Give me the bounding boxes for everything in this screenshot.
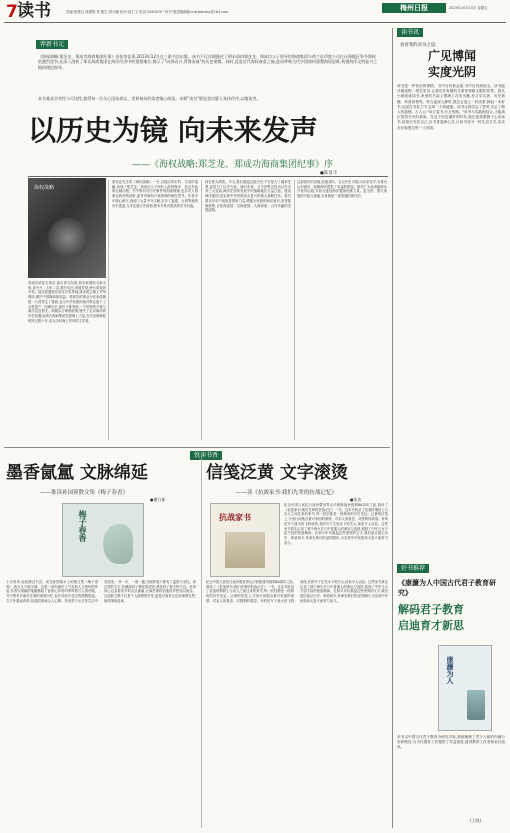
lead-col-rule-3 (294, 180, 295, 440)
lead-col-rule-1 (108, 180, 109, 440)
lower-mid-byline: ●张庆 (350, 497, 362, 502)
lead-byline: ●陈显丰 (320, 171, 338, 176)
paper-name: 梅州日报 (400, 4, 428, 12)
lower-left-byline: ●谢日新 (150, 497, 166, 502)
lead-book-ornament (48, 218, 88, 258)
lead-intro-2: 本书兼具学术性与可读性,值得每一位关心国家命运、世界格局的读者细心阅读。本期"读书"版选登出版人张伟作序,以飨读者。 (38, 96, 261, 101)
sidebar-col-title-line1: 广见博闻 (427, 49, 476, 63)
lead-title-rule (28, 176, 388, 177)
masthead-rule (4, 22, 506, 23)
book-rec-body: 本书以中国古代君子教育为研究对象,系统梳理了君子人格的内涵与培养路径,为当代德育工作提供了有益借鉴,值得教育工作者和家长阅读。 (397, 735, 505, 750)
lower-left-book-ornament (103, 524, 133, 564)
lower-mid-body-right: 纪念中国人民抗日战争暨世界反法西斯战争胜利80周年之际,我读了《抗战家书:我们先辈的抗战记忆》一书。这本书收录了抗战时期将士与亲人之间往来的家书,每一封信都是一段珍贵的历史见证。泛黄的信笺上,字里行间饱含着对家国的深情、对亲人的眷恋、对胜利的渴望。有的信写于战火纷飞的前线,有的写于生死未卜的关头,读来令人动容。这些家书真实记录了那个烽火岁月中普通人的命运与选择,展现了中华儿女不屈不挠的民族精神。在和平年代重温这些滚烫的文字,我们更应铭记历史、珍爱和平,传承先辈们的爱国情怀,为实现中华民族伟大复兴而努力奋斗。 (284, 503, 388, 545)
masthead-info: 责编:蔡燕良 林德锡 美 甄生,钟天鹏 校对:高仁文 电话:2260079 "读书"版投稿邮箱:mzrbdushu@163.com (66, 10, 229, 14)
sidebar-col-small-title: 看看我的读书之道: (400, 43, 437, 48)
book-rec-title: 《康濂为人中国古代君子教育研究》 (398, 579, 496, 597)
lower-left-body: 十月的风,轻轻拂过书页。读完孙国蓉女士的散文集《梅子春香》,我久久不能平静。这是一部充满乡土气息和人文情怀的作品,作者以细腻的笔触描绘了客家山乡的四季风物与人情冷暖。书中既有对童年往事的深情回忆,也有对故乡变迁的感慨思索。文字朴素而真挚,如涓涓细流沁人心脾。作者善于从日常生活中发现美,一草一木、一饭一蔬,在她的笔下都有了温度与灵性。读这样的文字,仿佛闻到了梅花的清香,感受到了春天的气息。作者用心记录着家乡的点点滴滴,让那些即将消逝的乡愁得以留存。这部散文集不仅是个人情感的抒发,更是对客家文化的深情礼赞,值得细细品读。 (6, 580, 196, 603)
sidebar-col-title (402, 48, 502, 80)
book-rec-cover (438, 645, 492, 731)
lower-left-book-cover (62, 503, 144, 577)
book-rec-slogan-line2: 启迪育才新思 (398, 619, 464, 632)
book-rec-slogan-line1: 解码君子教育 (398, 603, 464, 616)
sidebar-col-title-line2: 实度光阴 (427, 65, 476, 79)
lower-mid-subtitle: ——读《抗战家书:我们先辈的抗战记忆》 (236, 490, 337, 496)
lead-subtitle: ——《海权战略:郑芝龙、郑成功海商集团纪事》序 (132, 160, 334, 170)
lead-body-col1: 郑成功收复台湾后,改台湾为东都,将赤嵌城改为承天府,设天兴、万年二县,推行屯田,发展贸易,使台湾得到开发。他还派遣使臣前往吕宋等地,谋求建立海上贸易网络,维护中国海商的权益。郑成功的事业为后来清朝统一台湾奠定了基础,也为中华民族的海洋事业留下了宝贵遗产。回顾历史,我们不难发现,一个国家的兴衰与海洋息息相关。明朝实行海禁政策,错失了走向海洋的历史机遇;而郑氏海商集团凭借海上力量,在东亚海域叱咤风云数十年,成为当时海上贸易的主导者。 (28, 281, 106, 323)
lower-mid-book-title: 抗战家书 (219, 513, 251, 522)
book-rec-tag: 好书推荐 (397, 564, 429, 573)
sidebar-tag: 读书讯 (397, 28, 423, 37)
lower-col-divider (201, 458, 202, 828)
sidebar-col-body: 读书是一件快乐的事情。书中自有黄金屋,书中自有颜如玉。读书能开阔视野、增长见识,让我们在有限的生命里领略无限的风景。我从小就喜欢读书,家里的书架上摆满了各类书籍,有文学名著、历史典籍、科普读物等。每当夜深人静时,我总会泡上一杯清茶,捧起一本好书,沉浸在书香之中,忘却一天的疲惫。读书让我学会了思考,学会了做人的道理。古人云:"读万卷书,行万里路。"读书与实践相结合,才能真正领悟书中的真谛。在这个信息爆炸的时代,我们更需要静下心来读书,用知识充实自己,以书香滋养心灵,让读书成为一种生活方式,实实在在地度过每一寸光阴。 (397, 84, 505, 130)
sidebar-divider (392, 28, 393, 828)
book-rec-cover-title: 康濂为人 (446, 656, 454, 684)
masthead (0, 0, 510, 24)
section-title: 读书 (17, 1, 51, 21)
lower-section-rule (4, 447, 390, 448)
lead-book-title: 海权战略 (34, 185, 55, 191)
paper-logo (382, 3, 446, 13)
book-rec-slogan (398, 602, 504, 634)
masthead-date: 2025年10月10日 星期五 (449, 6, 488, 10)
lead-body-col2: 张培忠先生的《海权战略》一书,以翔实的史料、生动的笔触,再现了郑芝龙、郑成功父子两代人经营海洋、抗击外敌的壮阔历程。书中既有对历史事件的细致梳理,也有对人物命运的深刻剖析,更有对海权兴衰规律的理性思考。作者多年潜心研究,查阅了大量中外文献,走访了福建、台湾等地的历史遗迹,力求还原历史真相,使本书具有很高的学术价值。 (112, 180, 198, 208)
lead-body-col3: 读史使人明智。今天,我们重温这段历史,不仅是为了缅怀先贤,更是为了以史为鉴、面向未来。当今世界正经历百年未有之大变局,海洋在国家发展中的战略地位日益凸显。建设海洋强国,是实现中华民族伟大复兴的重大战略任务。我们要从历史中汲取智慧和力量,增强全民族的海洋意识,坚持陆海统筹,走依海富国、以海强国、人海和谐、合作共赢的发展道路。 (205, 180, 291, 213)
lead-book-cover (28, 178, 106, 278)
lower-left-book-title: 梅子春香 (78, 510, 87, 542)
lower-left-subtitle: ——推读孙国蓉散文集《梅子春香》 (40, 490, 129, 496)
page-number: 7 (6, 2, 18, 22)
lower-mid-body: 纪念中国人民抗日战争暨世界反法西斯战争胜利80周年之际,我读了《抗战家书:我们先辈的抗战记忆》一书。这本书收录了抗战时期将士与亲人之间往来的家书,每一封信都是一段珍贵的历史见证。泛黄的信笺上,字里行间饱含着对家国的深情、对亲人的眷恋、对胜利的渴望。有的信写于战火纷飞的前线,有的写于生死未卜的关头,读来令人动容。这些家书真实记录了那个烽火岁月中普通人的命运与选择,展现了中华儿女不屈不挠的民族精神。在和平年代重温这些滚烫的文字,我们更应铭记历史、珍爱和平,传承先辈们的爱国情怀,为实现中华民族伟大复兴而努力奋斗。 (206, 580, 388, 603)
lower-mid-book-ornament (225, 532, 265, 568)
lower-left-title: 墨香氤氲 文脉绵延 (6, 463, 148, 483)
book-rec-cover-ornament (467, 690, 485, 720)
lead-col-rule-2 (201, 180, 202, 440)
lower-section-tag: 悦读书香 (190, 451, 222, 460)
lower-mid-title: 信笺泛黄 文字滚烫 (206, 463, 348, 483)
lower-mid-book-cover (210, 503, 280, 577)
lead-section-tag: 荐新书元 (36, 40, 68, 49)
lead-intro: 《海权战略:郑芝龙、郑成功海商集团纪事》由张培忠著,2013年12月在三联书店出版。该书不仅详细描述了明末清初郑芝龙、郑成功父子领导的海商集团与荷兰东印度公司在台海地区争夺海权的激烈竞争,还深入剖析了郑氏海商集团在海洋经济中的重要地位,揭示了"向海而兴,背海而衰"的历史逻辑。同时,反思近代海权衰落之痛,进而呼唤当代中国如何重塑海权思维,构建海洋文明复兴之路的理论指导。 (38, 54, 378, 70)
lead-body-col4: 这部著作的出版,恰逢其时。它以历史为镜,向未来发声,为我们认识海洋、经略海洋提供了有益的借鉴。相信广大读者能够从中获得启迪,共同为建设海洋强国贡献力量。是为序。郑氏家族的兴起与衰落,本身就是一部浓缩的海洋史。 (297, 180, 387, 199)
book-rec-byline: (王晓) (470, 818, 482, 823)
lead-title: 以历史为镜 向未来发声 (28, 114, 318, 147)
